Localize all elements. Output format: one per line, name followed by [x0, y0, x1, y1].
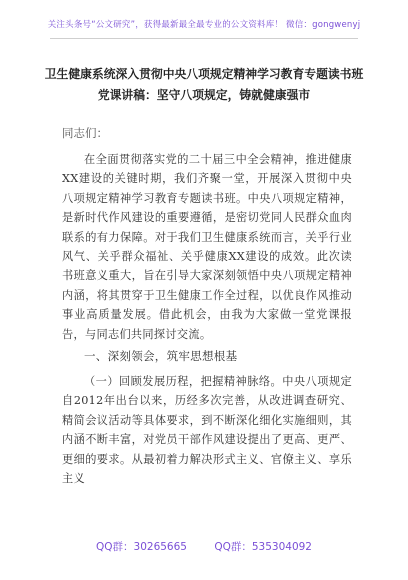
- header-ad-text: 关注头条号“公文研究”，获得最新最全最专业的公文资料库！ 微信：gongwenyj: [47, 20, 361, 30]
- header-divider: [50, 38, 358, 39]
- section-heading: 一、深刻领会，筑牢思想根基: [84, 349, 238, 363]
- footer-qq-group-1: QQ群：30265665: [96, 541, 187, 553]
- paragraph-section-1: （一）回顾发展历程，把握精神脉络。中央八项规定自2012年出台以来，历经多次完善，从改进调查研究、精简会议活动等具体要求，到不断深化细化实施细则，其内涵不断丰富，对党员干部作风建设提出了更高、更严、更细的要求。从最初着力解决形式主义、官僚主义、享乐主义: [62, 375, 352, 486]
- greeting: 同志们：: [62, 126, 108, 140]
- paragraph-intro: 在全面贯彻落实党的二十届三中全会精神，推进健康XX建设的关键时期，我们齐聚一堂，开展深入贯彻中央八项规定精神学习教育专题读书班。中央八项规定精神，是新时代作风建设的重要遵循，是密切党同人民群众血肉联系的有力保障。对于我们卫生健康系统而言，关乎行业风气、关乎群众福祉、关乎健康XX建设的成效。此次读书班意义重大，旨在引导大家深刻领悟中央八项规定精神内涵，将其贯穿于卫生健康工作全过程，以优良作风推动事业高质量发展。借此机会，由我为大家做一堂党课报告，与同志们共同探讨交流。: [62, 153, 352, 341]
- footer-qq-group-2: QQ群：535304092: [214, 541, 312, 553]
- document-title: 卫生健康系统深入贯彻中央八项规定精神学习教育专题读书班党课讲稿：坚守八项规定，铸就健康强市: [44, 67, 364, 102]
- footer: [0, 539, 408, 554]
